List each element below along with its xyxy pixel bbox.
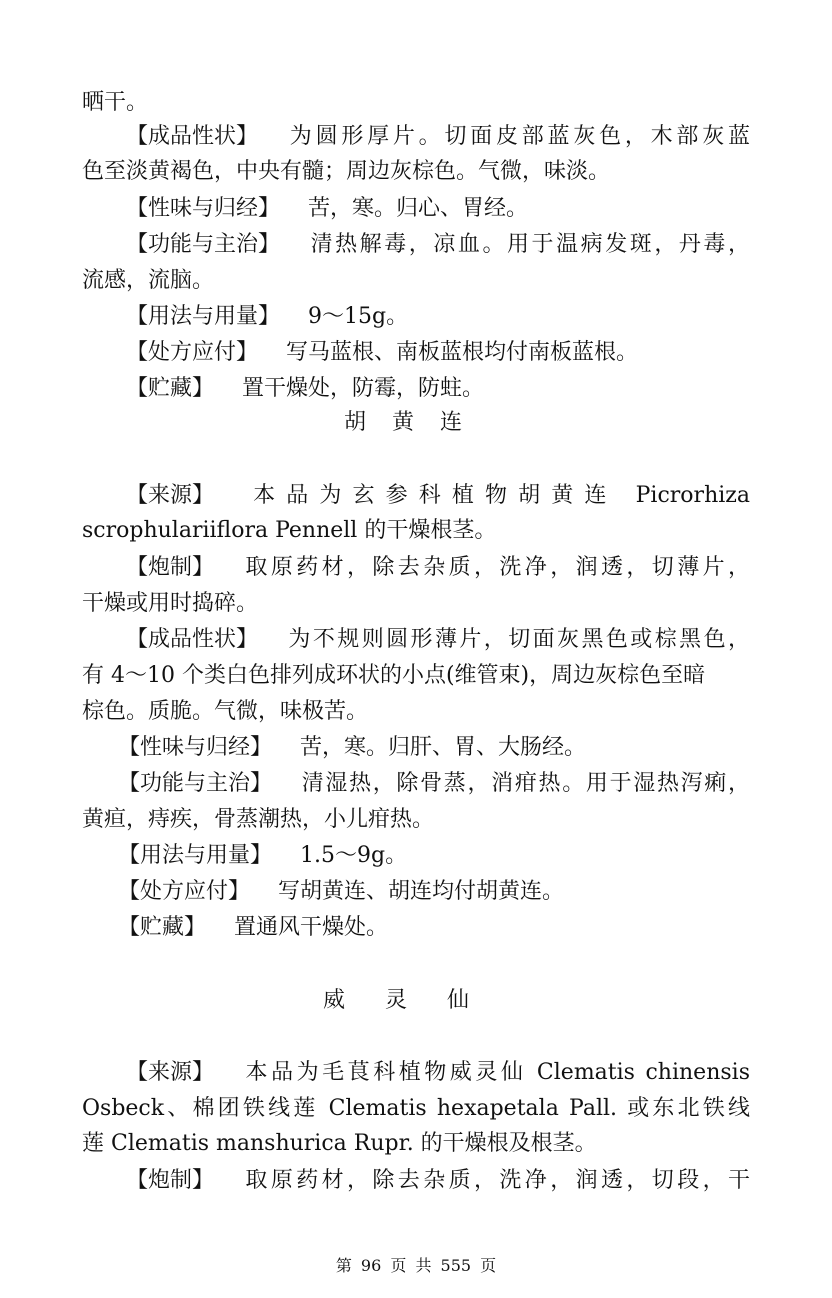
paragraph-text: 苦，寒。归肝、胃、大肠经。: [300, 735, 587, 760]
paragraph-prescription-1: [126, 338, 750, 368]
section-label: 【功能与主治】: [118, 771, 273, 796]
paragraph-source-2: [126, 481, 750, 511]
paragraph-text: 本品为玄参科植物胡黄连 Picrorhiza: [242, 483, 750, 508]
section-label: 【贮藏】: [126, 376, 215, 401]
section-label: 【来源】: [126, 1060, 215, 1085]
text-line: 色至淡黄褐色，中央有髓；周边灰棕色。气微，味淡。: [82, 159, 611, 184]
paragraph-text: 苦，寒。归心、胃经。: [308, 196, 529, 221]
text-line: Osbeck、棉团铁线莲 Clematis hexapetala Pall. 或东北铁线: [82, 1096, 750, 1121]
paragraph-trait-2: [126, 625, 750, 655]
paragraph-text: 写胡黄连、胡连均付胡黄连。: [278, 879, 565, 904]
text-line: 有 4～10 个类白色排列成环状的小点(维管束)，周边灰棕色至暗: [82, 663, 706, 688]
paragraph-usage-1: [126, 302, 750, 332]
paragraph-text: 置通风干燥处。: [234, 915, 389, 940]
paragraph-text: 为圆形厚片。切面皮部蓝灰色，木部灰蓝: [286, 124, 750, 149]
paragraph-text: 为不规则圆形薄片，切面灰黑色或棕黑色，: [286, 627, 750, 652]
section-label: 【处方应付】: [118, 879, 251, 904]
section-heading: 威灵仙: [322, 988, 509, 1013]
text-line: 流感，流脑。: [82, 268, 215, 293]
paragraph-text: 置干燥处，防霉，防蛀。: [242, 376, 485, 401]
paragraph-storage-2: [118, 913, 750, 943]
section-heading: 胡黄连: [343, 410, 488, 435]
paragraph-text: 本品为毛茛科植物威灵仙 Clematis chinensis: [242, 1060, 750, 1085]
text-line: 晒干。: [82, 90, 149, 115]
paragraph-preparation-2: [126, 553, 750, 583]
text-line: 黄疸，痔疾，骨蒸潮热，小儿疳热。: [82, 807, 435, 832]
paragraph-text: 1.5～9g。: [300, 843, 408, 868]
section-label: 【性味与归经】: [118, 735, 273, 760]
page-footer: 第 96 页 共 555 页: [335, 1256, 497, 1275]
section-label: 【炮制】: [126, 1168, 215, 1193]
paragraph-text: 清湿热，除骨蒸，消疳热。用于湿热泻痢，: [300, 771, 750, 796]
paragraph-usage-2: [118, 841, 750, 871]
section-label: 【来源】: [126, 483, 215, 508]
paragraph-preparation-3: [126, 1166, 750, 1196]
paragraph-function-1: [126, 230, 750, 260]
section-label: 【成品性状】: [126, 627, 259, 652]
text-line: scrophulariiflora Pennell 的干燥根茎。: [82, 518, 497, 543]
section-label: 【用法与用量】: [118, 843, 273, 868]
paragraph-text: 9～15g。: [308, 304, 409, 329]
paragraph-text: 写马蓝根、南板蓝根均付南板蓝根。: [286, 340, 639, 365]
section-label: 【性味与归经】: [126, 196, 281, 221]
paragraph-prescription-2: [118, 877, 750, 907]
paragraph-trait-1: [126, 122, 750, 152]
section-label: 【功能与主治】: [126, 232, 281, 257]
paragraph-source-3: [126, 1058, 750, 1088]
text-line: 干燥或用时捣碎。: [82, 591, 259, 616]
paragraph-text: 取原药材，除去杂质，洗净，润透，切段，干: [242, 1168, 750, 1193]
paragraph-taste-2: [118, 733, 750, 763]
section-label: 【贮藏】: [118, 915, 207, 940]
paragraph-function-2: [118, 769, 750, 799]
section-label: 【炮制】: [126, 555, 215, 580]
paragraph-text: 清热解毒，凉血。用于温病发斑，丹毒，: [308, 232, 750, 257]
paragraph-storage-1: [126, 374, 750, 404]
text-line: 莲 Clematis manshurica Rupr. 的干燥根及根茎。: [82, 1131, 597, 1156]
section-label: 【用法与用量】: [126, 304, 281, 329]
paragraph-text: 取原药材，除去杂质，洗净，润透，切薄片，: [242, 555, 750, 580]
section-label: 【成品性状】: [126, 124, 259, 149]
paragraph-taste-1: [126, 194, 750, 224]
section-label: 【处方应付】: [126, 340, 259, 365]
text-line: 棕色。质脆。气微，味极苦。: [82, 699, 369, 724]
